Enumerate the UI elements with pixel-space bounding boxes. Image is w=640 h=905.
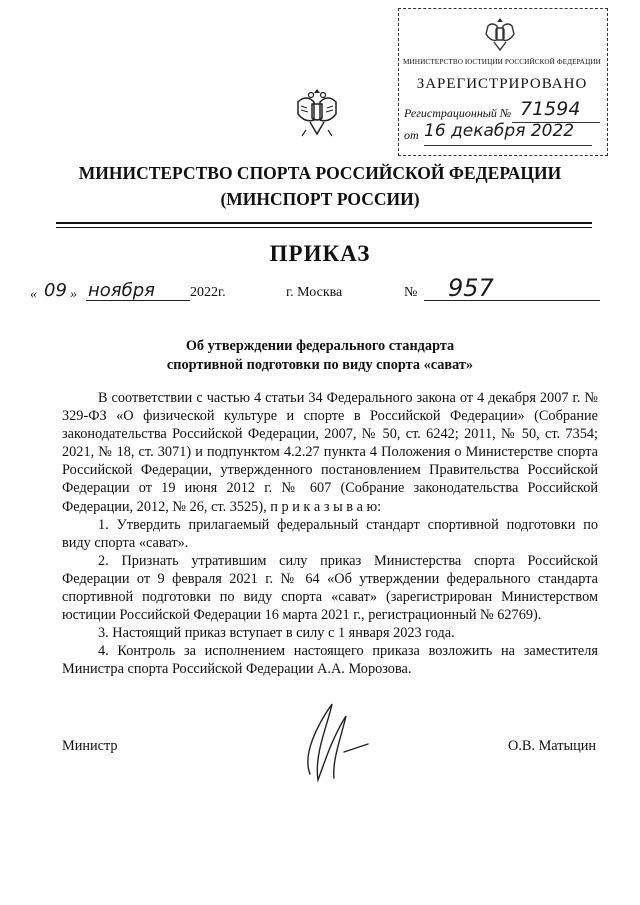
stamp-date-label: от <box>404 128 419 142</box>
stamp-reg-number-label: Регистрационный № <box>404 106 512 120</box>
signer-position: Министр <box>62 738 118 754</box>
document-title-line: Об утверждении федерального стандарта <box>185 338 455 354</box>
order-item-4: 4. Контроль за исполнением настоящего приказа возложить на заместителя Министра спорта Российской Федерации А.А. Морозова. <box>62 643 598 678</box>
coat-of-arms-icon <box>292 86 342 140</box>
date-day: 09 <box>44 280 67 301</box>
handwritten-signature <box>288 694 376 790</box>
preamble-paragraph: В соответствии с частью 4 статьи 34 Федерального закона от 4 декабря 2007 г. № 329-ФЗ «О физической культуре и спорте в Российской Федерации» (Собрание законодательства Российской Федерации, 2007, № 50, ст. 6242; 2011, № 50, ст. 7354; 2021, № 18, ст. 3071) и подпунктом 4.2.27 пункта 4 Положения о Министерстве спорта Российской Федерации, утвержденного постановлением Правительства Российской Федерации от 19 июня 2012 г. № 607 (Собрание законодательства Российской Федерации, 2012, № 26, ст. 3525), п р и к а з ы в а ю: <box>62 390 598 515</box>
document-body <box>62 389 598 679</box>
header-rule-thin <box>56 227 592 228</box>
stamp-eagle-icon <box>480 14 520 54</box>
document-title-line: спортивной подготовки по виду спорта «сават» <box>166 356 474 373</box>
order-number-sign: № <box>404 285 418 300</box>
order-number-value: 957 <box>448 274 494 302</box>
order-item-3: 3. Настоящий приказ вступает в силу с 1 января 2023 года. <box>98 625 455 642</box>
order-item-1: 1. Утвердить прилагаемый федеральный стандарт спортивной подготовки по виду спорта «сават». <box>62 516 598 551</box>
ministry-short-name: (МИНСПОРТ РОССИИ) <box>220 189 420 209</box>
order-place: г. Москва <box>286 285 343 300</box>
header-rule-thick <box>56 222 592 224</box>
date-month: ноября <box>88 280 155 301</box>
ministry-name: МИНИСТЕРСТВО СПОРТА РОССИЙСКОЙ ФЕДЕРАЦИИ <box>78 163 562 183</box>
signer-name: О.В. Матыцин <box>508 738 597 754</box>
date-close-quote: » <box>70 287 77 302</box>
stamp-registered-label: ЗАРЕГИСТРИРОВАНО <box>416 76 588 92</box>
date-underline <box>86 300 190 301</box>
date-year: 2022г. <box>190 285 226 300</box>
order-item-2: 2. Признать утратившим силу приказ Министерства спорта Российской Федерации от 9 февраля 2021 г. № 64 «Об утверждении федерального стандарта спортивной подготовки по виду спорта «сават» (зарегистрирован Министерством юстиции Российской Федерации 16 марта 2021 г., регистрационный № 62769). <box>62 552 598 624</box>
date-open-quote: « <box>30 287 37 302</box>
stamp-date-value: 16 декабря 2022 <box>424 121 575 141</box>
stamp-divider <box>424 145 592 146</box>
number-underline <box>424 300 600 301</box>
stamp-ministry-name: МИНИСТЕРСТВО ЮСТИЦИИ РОССИЙСКОЙ ФЕДЕРАЦИИ <box>403 58 601 66</box>
order-title: ПРИКАЗ <box>269 241 371 266</box>
document-title <box>40 337 600 374</box>
stamp-reg-number-value: 71594 <box>520 98 581 120</box>
